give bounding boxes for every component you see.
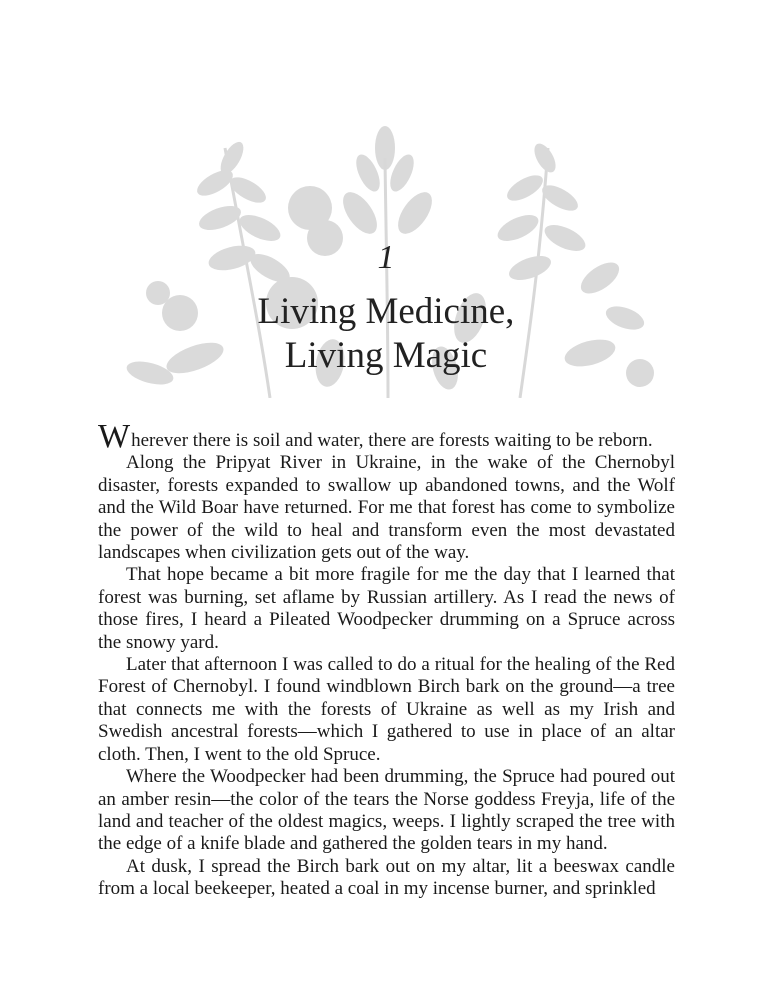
paragraph-1 <box>98 418 675 455</box>
paragraph-6: At dusk, I spread the Birch bark out on my altar, lit a beeswax candle from a local beekeeper, heated a coal in my incense burner, and sprinkled <box>98 855 675 900</box>
paragraph-2: Along the Pripyat River in Ukraine, in the wake of the Chernobyl disaster, forests expanded to swallow up abandoned towns, and the Wolf and the Wild Boar have returned. For me that forest has come to symbolize the power of the wild to heal and transform even the most devastated landscapes when civilization gets out of the way. <box>98 452 675 564</box>
chapter-heading <box>0 238 772 378</box>
paragraph-4: Later that afternoon I was called to do a ritual for the healing of the Red Forest of Chernobyl. I found windblown Birch bark on the ground—a tree that connects me with the forests of Ukraine as well as my Irish and Swedish ancestral forests—which I gathered to use in place of an altar cloth. Then, I went to the old Spruce. <box>98 654 675 765</box>
paragraph-3: That hope became a bit more fragile for me the day that I learned that forest was burning, set aflame by Russian artillery. As I read the news of those fires, I heard a Pileated Woodpecker drumming on a Spruce across the snowy yard. <box>98 564 675 653</box>
chapter-title-line-1: Living Medicine, <box>257 291 515 332</box>
chapter-title <box>0 290 772 378</box>
chapter-number: 1 <box>377 239 395 276</box>
chapter-title-line-2: Living Magic <box>284 335 488 376</box>
paragraph-1-text: herever there is soil and water, there are forests waiting to be reborn. <box>131 430 653 451</box>
paragraph-5: Where the Woodpecker had been drumming, the Spruce had poured out an amber resin—the color of the tears the Norse goddess Freyja, life of the land and teacher of the oldest magics, weeps. I lightly scraped the tree with the edge of a knife blade and gathered the golden tears in my hand. <box>98 766 675 855</box>
drop-cap: W <box>98 418 131 455</box>
chapter-body <box>98 418 675 901</box>
